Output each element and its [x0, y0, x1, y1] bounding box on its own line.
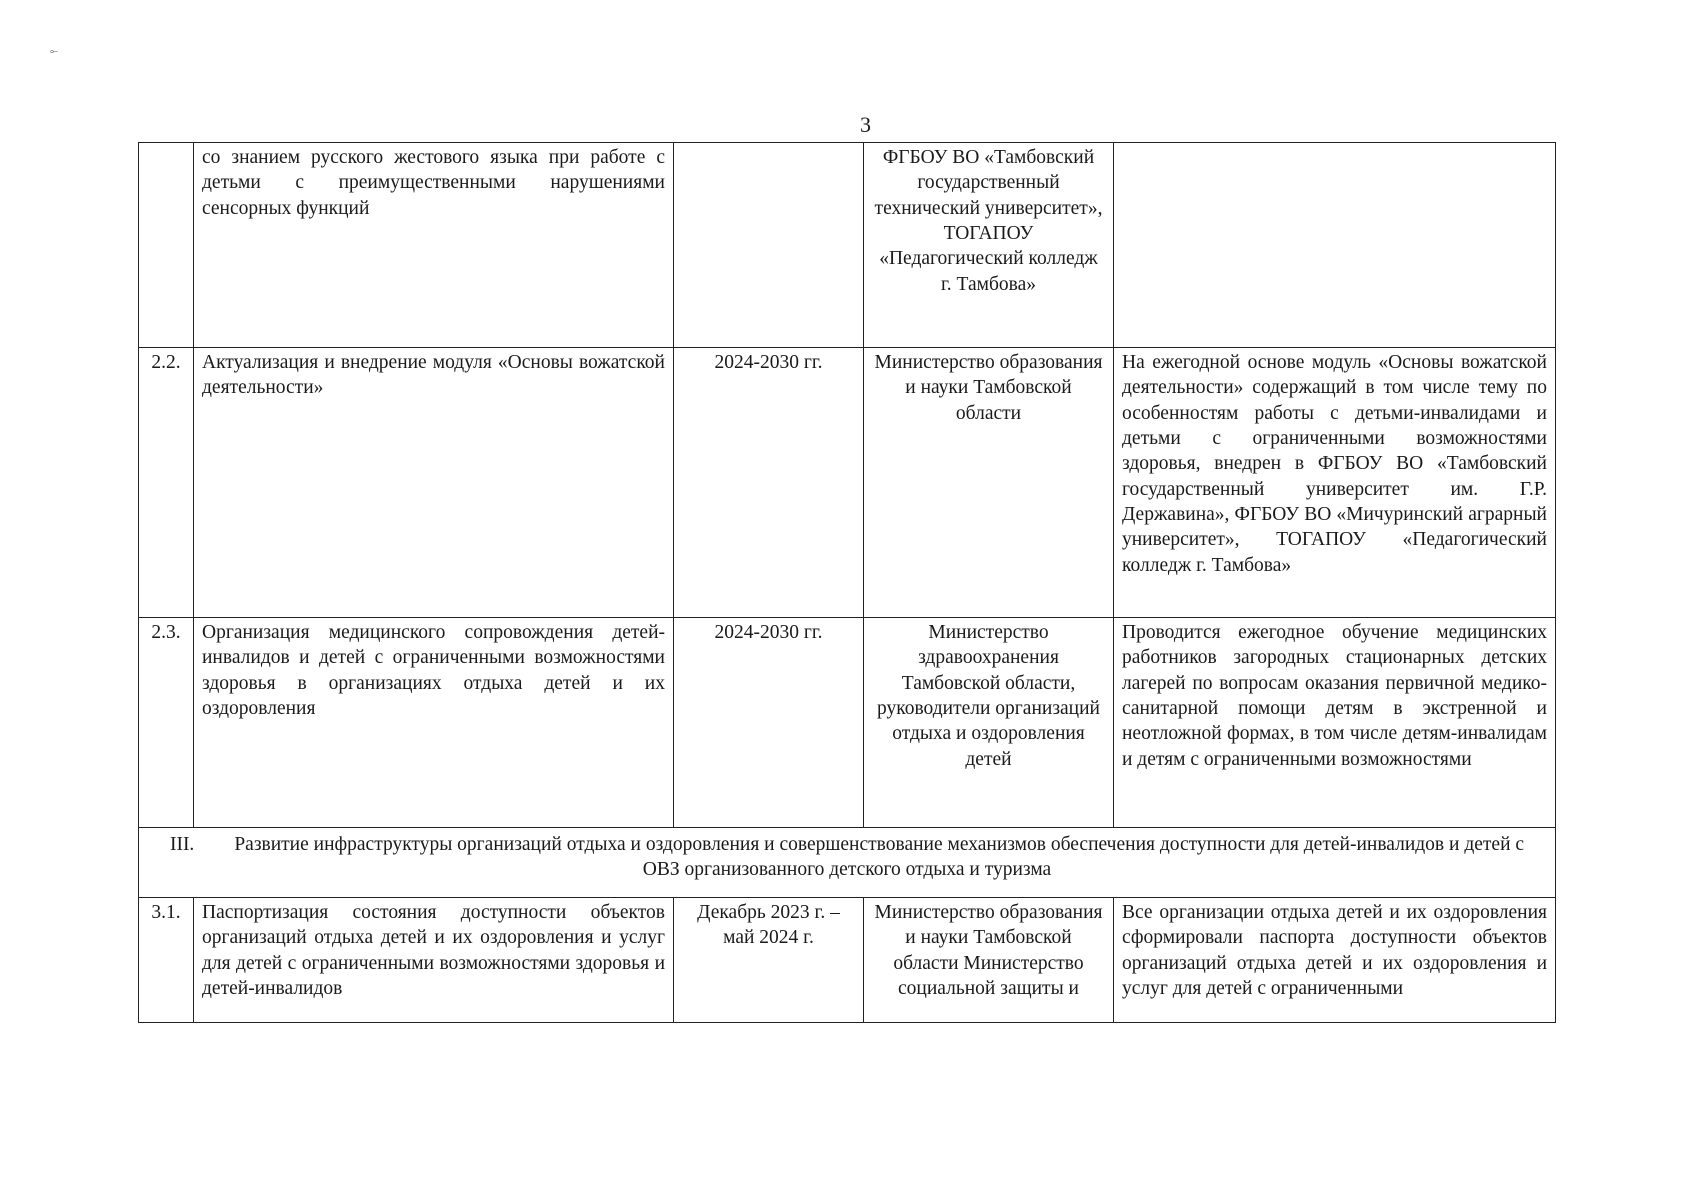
- responsible-cell: Министерство здравоохранения Тамбовской области, руководители организаций отдыха и оздоровления детей: [864, 618, 1114, 828]
- section-heading: [139, 828, 1556, 898]
- term-cell: Декабрь 2023 г. – май 2024 г.: [674, 898, 864, 1023]
- action-plan-table: [138, 142, 1556, 1023]
- row-number: 2.3.: [139, 618, 194, 828]
- term-cell: 2024-2030 гг.: [674, 348, 864, 618]
- term-cell: 2024-2030 гг.: [674, 618, 864, 828]
- section-title: Развитие инфраструктуры организаций отдыха и оздоровления и совершенствование механизмов обеспечения доступности для детей-инвалидов и детей с ОВЗ организованного детского отдыха и туризма: [234, 834, 1525, 881]
- result-cell: Проводится ежегодное обучение медицинских работников загородных стационарных детских лагерей по вопросам оказания первичной медико-санитарной помощи детям в экстренной и неотложной формах, в том числе детям-инвалидам и детям с ограниченными возможностями: [1114, 618, 1556, 828]
- event-cell: Паспортизация состояния доступности объектов организаций отдыха детей и их оздоровления и услуг для детей с ограниченными возможностями здоровья и детей-инвалидов: [194, 898, 674, 1023]
- row-number: 2.2.: [139, 348, 194, 618]
- table-row: [139, 898, 1556, 1023]
- table-row: [139, 618, 1556, 828]
- event-cell: со знанием русского жестового языка при работе с детьми с преимущественными нарушениями сенсорных функций: [194, 143, 674, 348]
- table-row: [139, 143, 1556, 348]
- page-number: 3: [860, 112, 871, 137]
- result-cell: [1114, 143, 1556, 348]
- section-number: III.: [169, 834, 195, 855]
- row-number: [139, 143, 194, 348]
- term-cell: [674, 143, 864, 348]
- responsible-cell: Министерство образования и науки Тамбовской области Министерство социальной защиты и: [864, 898, 1114, 1023]
- result-cell: На ежегодной основе модуль «Основы вожатской деятельности» содержащий в том числе тему по особенностям работы с детьми-инвалидами и детьми с ограниченными возможностями здоровья, внедрен в ФГБОУ ВО «Тамбовский государственный университет им. Г.Р. Державина», ФГБОУ ВО «Мичуринский аграрный университет», ТОГАПОУ «Педагогический колледж г. Тамбова»: [1114, 348, 1556, 618]
- responsible-cell: Министерство образования и науки Тамбовской области: [864, 348, 1114, 618]
- result-cell: Все организации отдыха детей и их оздоровления сформировали паспорта доступности объектов организаций отдыха детей и их оздоровления и услуг для детей с ограниченными: [1114, 898, 1556, 1023]
- event-cell: Актуализация и внедрение модуля «Основы вожатской деятельности»: [194, 348, 674, 618]
- scan-artifact-mark: ⟜: [50, 46, 58, 57]
- responsible-cell: ФГБОУ ВО «Тамбовский государственный технический университет», ТОГАПОУ «Педагогический колледж г. Тамбова»: [864, 143, 1114, 348]
- section-heading-row: [139, 828, 1556, 898]
- table-row: [139, 348, 1556, 618]
- event-cell: Организация медицинского сопровождения детей-инвалидов и детей с ограниченными возможностями здоровья в организациях отдыха детей и их оздоровления: [194, 618, 674, 828]
- row-number: 3.1.: [139, 898, 194, 1023]
